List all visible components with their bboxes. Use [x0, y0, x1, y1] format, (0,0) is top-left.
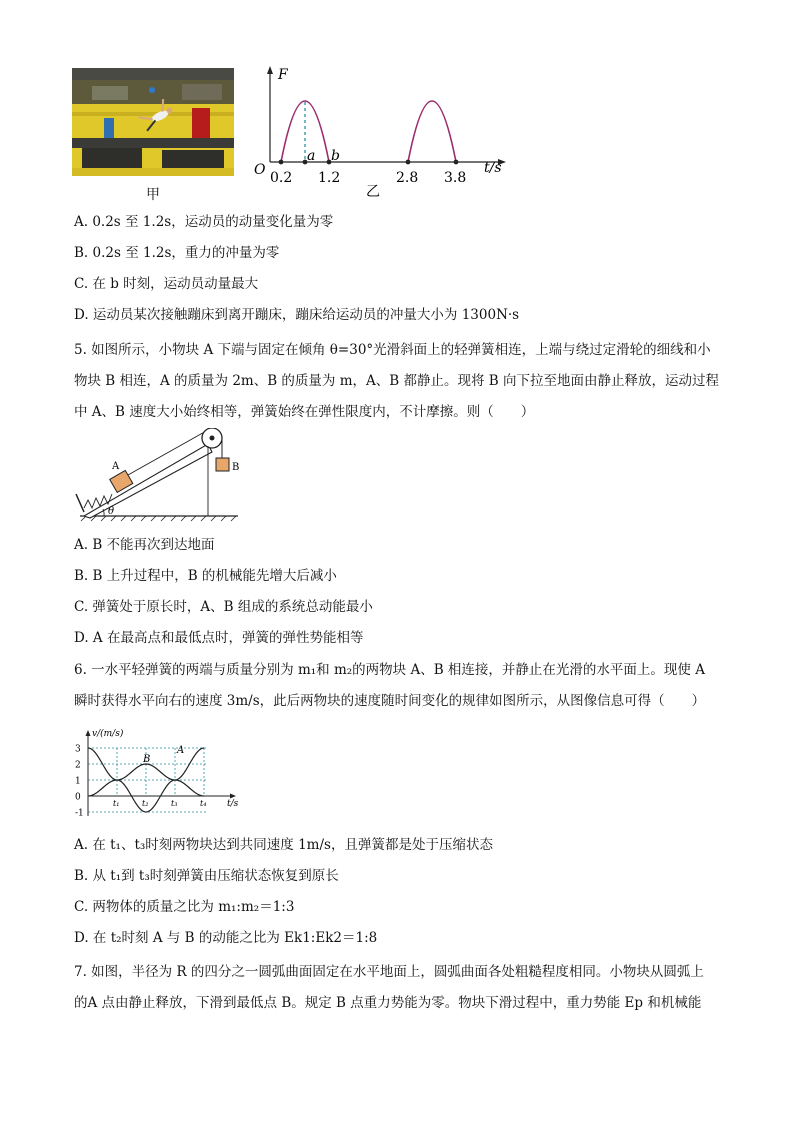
q5-option-d: D. A 在最高点和最低点时，弹簧的弹性势能相等 — [74, 630, 364, 646]
chart-ylabel: v/(m/s) — [92, 729, 124, 739]
incline-pulley-figure — [72, 428, 252, 524]
axis-label-t: t/s — [484, 160, 502, 176]
y-tick-label: -1 — [75, 808, 84, 819]
series-label-b: B — [143, 754, 151, 765]
trampoline-photo — [72, 68, 234, 176]
q6-stem-line: 6. 一水平轻弹簧的两端与质量分别为 m₁和 m₂的两物块 A、B 相连接，并静止在光滑的水平面上。现使 A — [74, 662, 705, 678]
tick-label: 1.2 — [318, 170, 341, 186]
block-a-label: A — [112, 461, 120, 472]
caption-yi: 乙 — [366, 184, 380, 200]
q6-option-a: A. 在 t₁、t₃时刻两物块达到共同速度 1m/s，且弹簧都是处于压缩状态 — [74, 837, 493, 853]
q7-stem-line: 7. 如图，半径为 R 的四分之一圆弧曲面固定在水平地面上，圆弧曲面各处粗糙程度相同。小物块从圆弧上 — [74, 964, 704, 980]
force-pulse-2 — [408, 101, 456, 162]
q6-option-c: C. 两物体的质量之比为 m₁:m₂＝1:3 — [74, 899, 295, 915]
x-tick-label: t₄ — [200, 799, 207, 808]
q4-option-b: B. 0.2s 至 1.2s，重力的冲量为零 — [74, 245, 280, 261]
y-tick-label: 0 — [75, 792, 81, 803]
q4-option-c: C. 在 b 时刻，运动员动量最大 — [74, 276, 259, 292]
axis-label-f: F — [278, 67, 288, 83]
tick-label: 3.8 — [444, 170, 467, 186]
q5-stem-line: 物块 B 相连，A 的质量为 2m、B 的质量为 m，A、B 都静止。现将 B 向下拉至地面由静止释放，运动过程 — [74, 373, 719, 389]
y-tick-label: 3 — [75, 744, 81, 755]
force-time-graph — [248, 62, 518, 202]
theta-label: θ — [108, 506, 115, 517]
q6-stem-line: 瞬时获得水平向右的速度 3m/s，此后两物块的速度随时间变化的规律如图所示，从图像信息可得（ ） — [74, 693, 706, 709]
x-tick-label: t₂ — [142, 799, 149, 808]
tick-label: 0.2 — [270, 170, 293, 186]
q6-option-b: B. 从 t₁到 t₃时刻弹簧由压缩状态恢复到原长 — [74, 868, 339, 884]
q5-option-a: A. B 不能再次到达地面 — [74, 537, 215, 553]
x-tick-label: t₁ — [113, 799, 120, 808]
q7-stem-line: 的A 点由静止释放，下滑到最低点 B。规定 B 点重力势能为零。物块下滑过程中，重力势能 Ep 和机械能 — [74, 995, 702, 1011]
x-tick-label: t₃ — [171, 799, 178, 808]
q5-stem-line: 5. 如图所示，小物块 A 下端与固定在倾角 θ=30°光滑斜面上的轻弹簧相连，上端与绕过定滑轮的细线和小 — [74, 342, 711, 358]
block-b-label: B — [232, 462, 240, 473]
q6-option-d: D. 在 t₂时刻 A 与 B 的动能之比为 Ek1:Ek2＝1:8 — [74, 930, 378, 946]
q5-option-c: C. 弹簧处于原长时，A、B 组成的系统总动能最小 — [74, 599, 373, 615]
tick-label: 2.8 — [396, 170, 419, 186]
q5-option-b: B. B 上升过程中，B 的机械能先增大后减小 — [74, 568, 337, 584]
caption-jia: 甲 — [146, 187, 160, 203]
q4-option-d: D. 运动员某次接触蹦床到离开蹦床，蹦床给运动员的冲量大小为 1300N·s — [74, 307, 520, 323]
y-tick-label: 2 — [75, 760, 81, 771]
chart-xlabel: t/s — [227, 799, 239, 809]
series-label-a: A — [177, 745, 185, 756]
point-b-label: b — [331, 148, 340, 164]
velocity-time-chart — [70, 728, 250, 820]
q5-stem-line: 中 A、B 速度大小始终相等，弹簧始终在弹性限度内，不计摩擦。则（ ） — [74, 404, 535, 420]
y-tick-label: 1 — [75, 776, 81, 787]
q4-option-a: A. 0.2s 至 1.2s，运动员的动量变化量为零 — [74, 214, 334, 230]
origin-label: O — [254, 162, 266, 178]
point-a-label: a — [307, 148, 316, 164]
